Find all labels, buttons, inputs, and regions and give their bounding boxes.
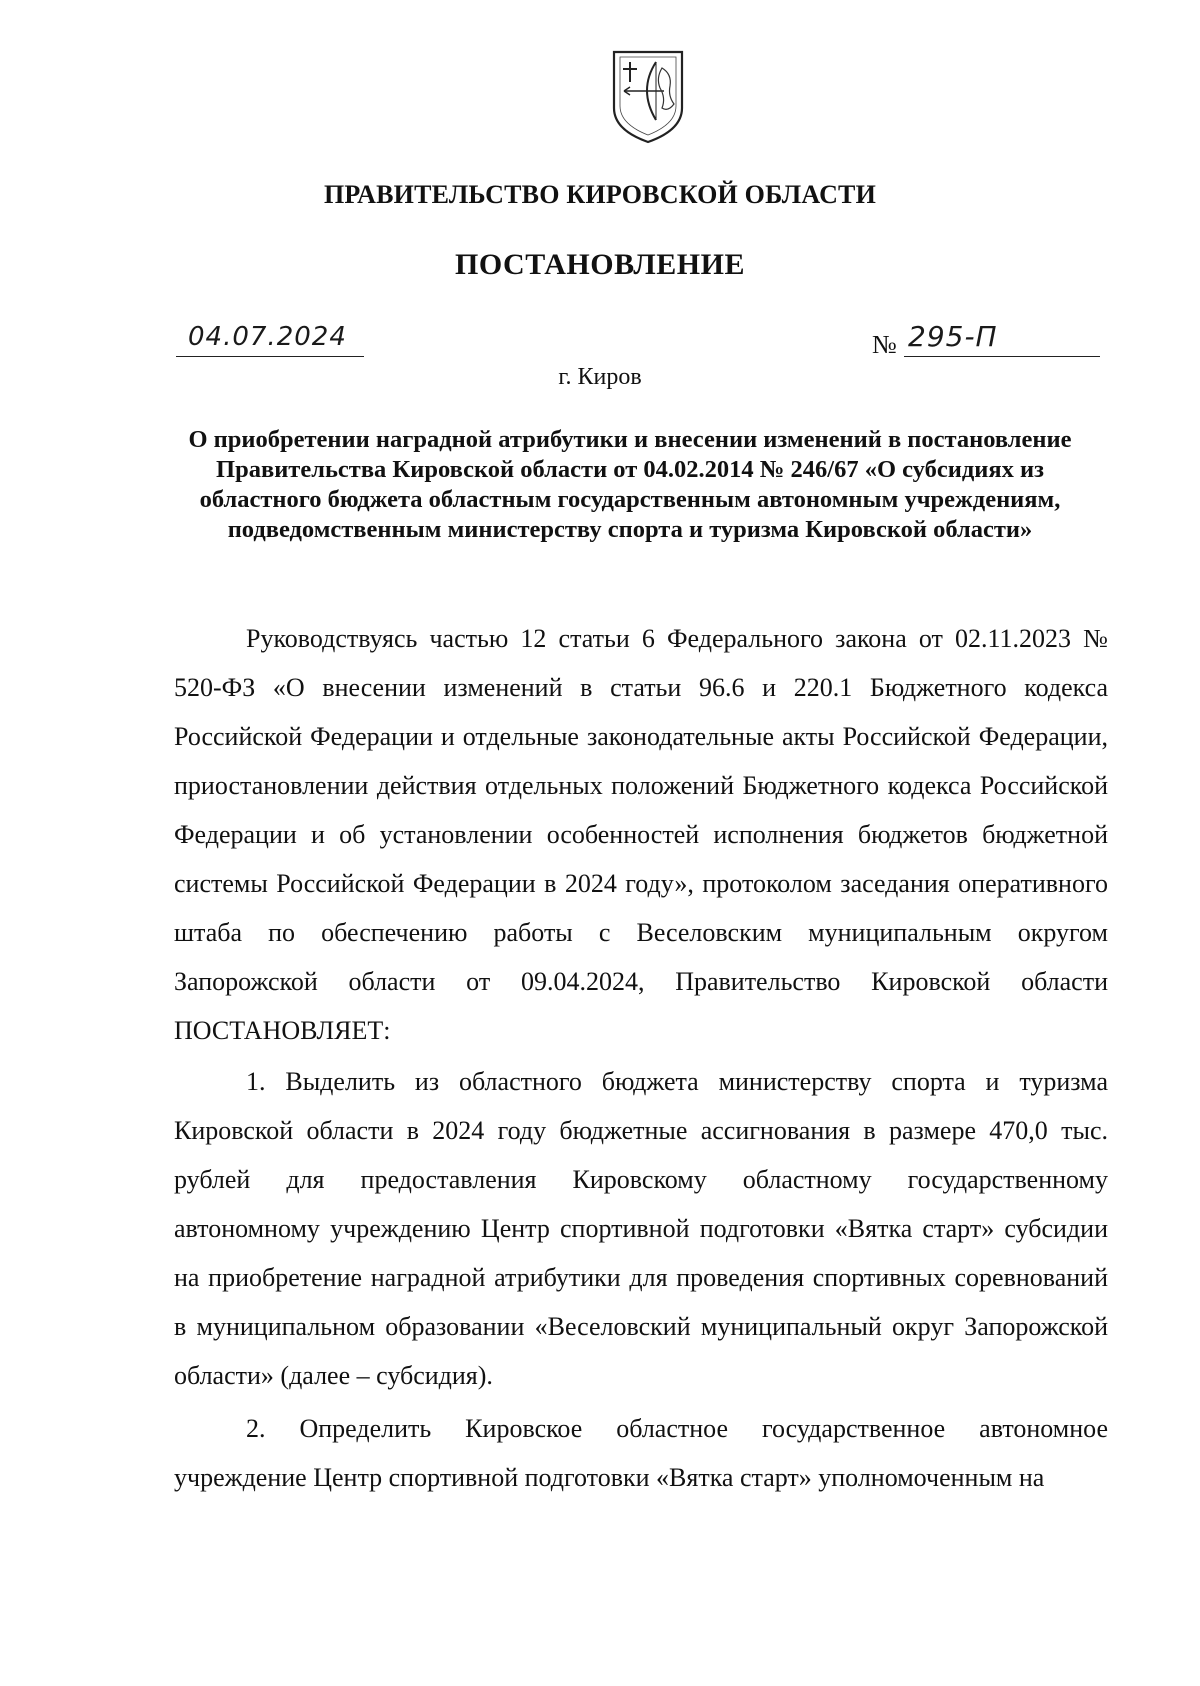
document-date: 04.07.2024 <box>188 322 347 352</box>
document-type: ПОСТАНОВЛЕНИЕ <box>455 248 745 281</box>
number-sign: № <box>872 330 897 359</box>
document-body <box>174 614 1108 1504</box>
preamble-paragraph: Руководствуясь частью 12 статьи 6 Федерального закона от 02.11.2023 № 520-ФЗ «О внесении изменений в статьи 96.6 и 220.1 Бюджетного кодекса Российской Федерации и отдельные законодательные акты Российской Федерации, приостановлении действия отдельных положений Бюджетного кодекса Российской Федерации и об установлении особенностей исполнения бюджетов бюджетной системы Российской Федерации в 2024 году», протоколом заседания оперативного штаба по обеспечению работы с Веселовским муниципальным округом Запорожской области от 09.04.2024, Правительство Кировской области ПОСТАНОВЛЯЕТ: <box>174 624 1108 1045</box>
document-number: 295-П <box>908 320 998 353</box>
date-field <box>176 322 364 357</box>
organization-name: ПРАВИТЕЛЬСТВО КИРОВСКОЙ ОБЛАСТИ <box>323 180 877 209</box>
city: г. Киров <box>558 364 642 390</box>
number-field <box>904 320 1100 357</box>
coat-of-arms-icon <box>608 46 688 146</box>
document-title: О приобретении наградной атрибутики и внесении изменений в постановление Правительства Кировской области от 04.02.2014 № 246/67 «О субсидиях из областного бюджета областным государственным автономным учреждениям, подведомственным министерству спорта и туризма Кировской области» <box>188 426 1072 543</box>
item-2-paragraph: 2. Определить Кировское областное государственное автономное учреждение Центр спортивной подготовки «Вятка старт» уполномоченным на <box>174 1414 1108 1492</box>
item-1-paragraph: 1. Выделить из областного бюджета министерству спорта и туризма Кировской области в 2024 году бюджетные ассигнования в размере 470,0 тыс. рублей для предоставления Кировскому областному государственному автономному учреждению Центр спортивной подготовки «Вятка старт» субсидии на приобретение наградной атрибутики для проведения спортивных соревнований в муниципальном образовании «Веселовский муниципальный округ Запорожской области» (далее – субсидия). <box>174 1067 1108 1390</box>
